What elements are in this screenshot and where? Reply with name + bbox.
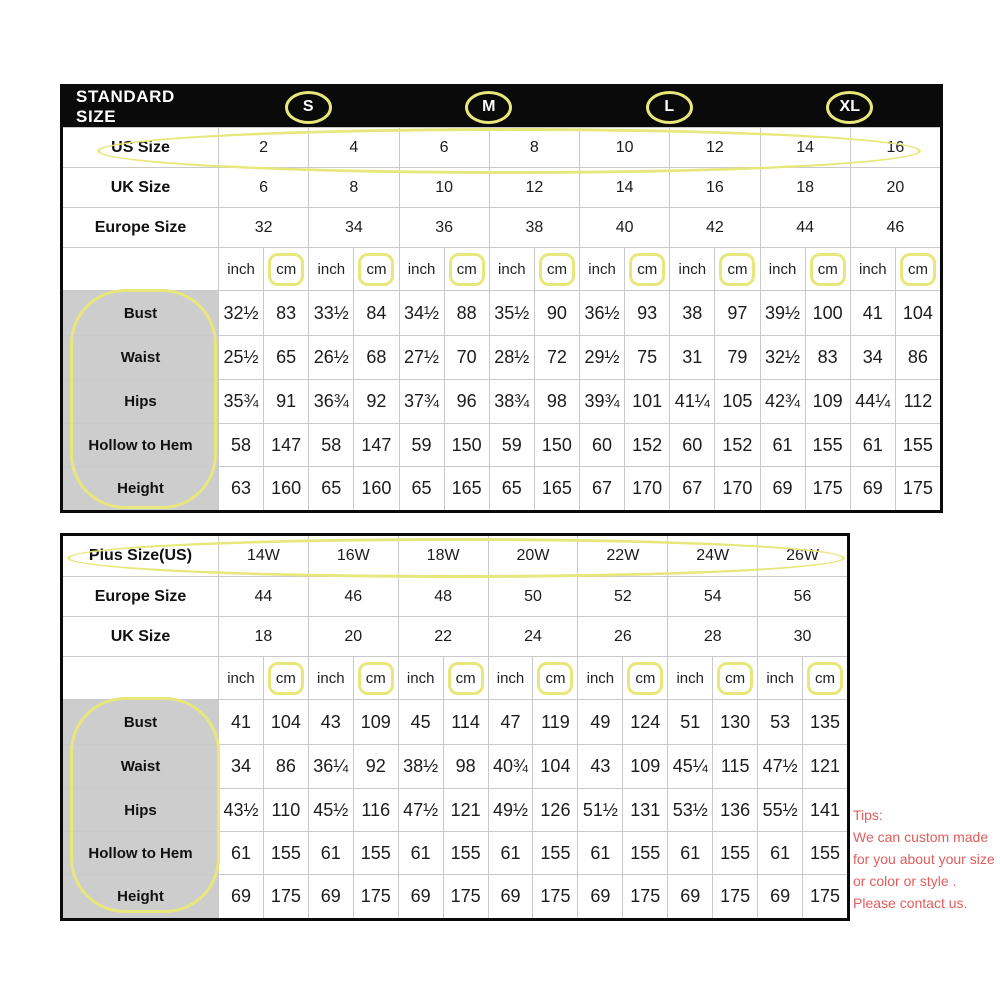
cm-unit-cell xyxy=(443,657,488,699)
inch-unit-label: inch xyxy=(308,657,353,699)
waist-value: 34 xyxy=(218,745,263,788)
height-value: 175 xyxy=(712,875,757,918)
plus-size-us-row xyxy=(63,536,847,576)
plus-size-us-value: 18W xyxy=(398,536,488,576)
bust-value: 97 xyxy=(714,291,759,335)
bust-value: 45 xyxy=(398,700,443,744)
cm-unit-highlight: cm xyxy=(807,662,843,695)
bust-value: 93 xyxy=(624,291,669,335)
cm-unit-highlight: cm xyxy=(629,253,665,286)
uk-size-label: UK Size xyxy=(110,627,171,645)
us-size-value: 6 xyxy=(399,128,489,167)
waist-value: 31 xyxy=(669,336,714,379)
unit-row-spacer xyxy=(63,657,218,699)
hips-value: 92 xyxy=(353,380,398,423)
hips-value: 37¾ xyxy=(399,380,444,423)
europe-size-value: 36 xyxy=(399,208,489,247)
waist-value: 68 xyxy=(353,336,398,379)
hollow-to-hem-value: 61 xyxy=(308,832,353,874)
height-value: 67 xyxy=(579,467,624,510)
inch-unit-label: inch xyxy=(488,657,533,699)
waist-value: 34 xyxy=(850,336,895,379)
waist-value: 38½ xyxy=(398,745,443,788)
waist-value: 98 xyxy=(443,745,488,788)
cm-unit-highlight: cm xyxy=(268,253,304,286)
inch-unit-label: inch xyxy=(667,657,712,699)
height-value: 69 xyxy=(757,875,802,918)
badge-slot-l xyxy=(579,87,760,127)
bust-row xyxy=(63,699,847,744)
cm-unit-cell xyxy=(532,657,577,699)
hips-value: 35¾ xyxy=(218,380,263,423)
waist-label: Waist xyxy=(63,745,218,788)
cm-unit-cell xyxy=(714,248,759,290)
plus-size-us-label: Plus Size(US) xyxy=(88,547,193,564)
waist-label: Waist xyxy=(63,336,218,379)
europe-size-value: 52 xyxy=(577,577,667,616)
hollow-to-hem-value: 150 xyxy=(534,424,579,466)
hollow-to-hem-value: 150 xyxy=(444,424,489,466)
bust-value: 41 xyxy=(850,291,895,335)
hips-value: 38¾ xyxy=(489,380,534,423)
waist-value: 25½ xyxy=(218,336,263,379)
hollow-to-hem-value: 61 xyxy=(398,832,443,874)
height-value: 175 xyxy=(802,875,847,918)
bust-value: 114 xyxy=(443,700,488,744)
height-value: 175 xyxy=(532,875,577,918)
inch-unit-label: inch xyxy=(850,248,895,290)
uk-size-value: 22 xyxy=(398,617,488,656)
height-value: 69 xyxy=(218,875,263,918)
height-value: 69 xyxy=(760,467,805,510)
hips-value: 109 xyxy=(805,380,850,423)
hollow-to-hem-label: Hollow to Hem xyxy=(63,832,218,874)
hips-label: Hips xyxy=(63,380,218,423)
size-s-badge: S xyxy=(285,91,332,124)
hips-value: 110 xyxy=(263,789,308,831)
inch-unit-label: inch xyxy=(399,248,444,290)
tips-line: Please contact us. xyxy=(853,895,968,911)
plus-size-us-value: 24W xyxy=(667,536,757,576)
bust-label: Bust xyxy=(63,291,218,335)
cm-unit-cell xyxy=(895,248,940,290)
europe-size-value: 54 xyxy=(667,577,757,616)
hips-value: 55½ xyxy=(757,789,802,831)
us-size-value: 8 xyxy=(489,128,579,167)
europe-size-value: 56 xyxy=(757,577,847,616)
waist-value: 72 xyxy=(534,336,579,379)
inch-unit-label: inch xyxy=(669,248,714,290)
waist-value: 47½ xyxy=(757,745,802,788)
hollow-to-hem-value: 147 xyxy=(353,424,398,466)
tips-line: or color or style . xyxy=(853,873,957,889)
bust-value: 135 xyxy=(802,700,847,744)
us-size-value: 14 xyxy=(760,128,850,167)
uk-size-value: 18 xyxy=(218,617,308,656)
hollow-to-hem-row xyxy=(63,831,847,874)
badge-slot-m xyxy=(399,87,580,127)
hollow-to-hem-value: 155 xyxy=(353,832,398,874)
bust-value: 84 xyxy=(353,291,398,335)
waist-value: 115 xyxy=(712,745,757,788)
waist-value: 28½ xyxy=(489,336,534,379)
us-size-value: 12 xyxy=(669,128,759,167)
bust-value: 119 xyxy=(532,700,577,744)
height-value: 170 xyxy=(714,467,759,510)
hollow-to-hem-value: 61 xyxy=(577,832,622,874)
cm-unit-highlight: cm xyxy=(900,253,936,286)
height-value: 63 xyxy=(218,467,263,510)
waist-value: 32½ xyxy=(760,336,805,379)
hips-value: 39¾ xyxy=(579,380,624,423)
hollow-to-hem-value: 61 xyxy=(667,832,712,874)
bust-value: 32½ xyxy=(218,291,263,335)
height-row xyxy=(63,874,847,918)
tips-title: Tips: xyxy=(853,807,883,823)
waist-value: 29½ xyxy=(579,336,624,379)
cm-unit-cell xyxy=(444,248,489,290)
cm-unit-highlight: cm xyxy=(719,253,755,286)
bust-value: 47 xyxy=(488,700,533,744)
bust-value: 90 xyxy=(534,291,579,335)
unit-row xyxy=(63,247,940,290)
height-label: Height xyxy=(63,875,218,918)
cm-unit-cell xyxy=(712,657,757,699)
plus-size-us-value: 14W xyxy=(218,536,308,576)
plus-size-table xyxy=(60,533,850,921)
waist-value: 45¼ xyxy=(667,745,712,788)
us-size-value: 16 xyxy=(850,128,940,167)
height-value: 69 xyxy=(850,467,895,510)
hips-value: 53½ xyxy=(667,789,712,831)
unit-row-spacer xyxy=(63,248,218,290)
cm-unit-cell xyxy=(624,248,669,290)
bust-value: 35½ xyxy=(489,291,534,335)
bust-value: 36½ xyxy=(579,291,624,335)
hollow-to-hem-value: 61 xyxy=(757,832,802,874)
europe-size-value: 44 xyxy=(218,577,308,616)
europe-size-value: 42 xyxy=(669,208,759,247)
hips-value: 47½ xyxy=(398,789,443,831)
waist-row xyxy=(63,335,940,379)
plus-size-us-value: 26W xyxy=(757,536,847,576)
standard-table-header xyxy=(63,87,940,127)
inch-unit-label: inch xyxy=(577,657,622,699)
europe-size-row xyxy=(63,576,847,616)
cm-unit-highlight: cm xyxy=(449,253,485,286)
bust-value: 124 xyxy=(622,700,667,744)
europe-size-value: 32 xyxy=(218,208,308,247)
cm-unit-cell xyxy=(622,657,667,699)
bust-value: 41 xyxy=(218,700,263,744)
bust-value: 100 xyxy=(805,291,850,335)
hollow-to-hem-value: 147 xyxy=(263,424,308,466)
cm-unit-highlight: cm xyxy=(358,662,394,695)
hollow-to-hem-value: 152 xyxy=(714,424,759,466)
badge-slot-s xyxy=(218,87,399,127)
us-size-label: US Size xyxy=(111,138,170,156)
hips-label: Hips xyxy=(63,789,218,831)
cm-unit-cell xyxy=(263,657,308,699)
waist-value: 40¾ xyxy=(488,745,533,788)
hollow-to-hem-value: 59 xyxy=(399,424,444,466)
inch-unit-label: inch xyxy=(760,248,805,290)
plus-size-us-value: 16W xyxy=(308,536,398,576)
height-value: 165 xyxy=(444,467,489,510)
uk-size-value: 8 xyxy=(308,168,398,207)
cm-unit-cell xyxy=(534,248,579,290)
bust-label: Bust xyxy=(63,700,218,744)
standard-size-title: STANDARD SIZE xyxy=(76,87,175,126)
hips-value: 51½ xyxy=(577,789,622,831)
uk-size-row xyxy=(63,616,847,656)
europe-size-value: 38 xyxy=(489,208,579,247)
hips-value: 96 xyxy=(444,380,489,423)
hollow-to-hem-value: 59 xyxy=(489,424,534,466)
cm-unit-cell xyxy=(805,248,850,290)
hips-value: 91 xyxy=(263,380,308,423)
hollow-to-hem-value: 61 xyxy=(488,832,533,874)
plus-size-us-value: 20W xyxy=(488,536,578,576)
us-size-value: 10 xyxy=(579,128,669,167)
inch-unit-label: inch xyxy=(308,248,353,290)
hollow-to-hem-value: 155 xyxy=(712,832,757,874)
hollow-to-hem-value: 155 xyxy=(805,424,850,466)
hollow-to-hem-row xyxy=(63,423,940,466)
hollow-to-hem-value: 155 xyxy=(532,832,577,874)
waist-value: 86 xyxy=(895,336,940,379)
waist-value: 121 xyxy=(802,745,847,788)
hips-value: 116 xyxy=(353,789,398,831)
bust-value: 39½ xyxy=(760,291,805,335)
uk-size-value: 18 xyxy=(760,168,850,207)
cm-unit-cell xyxy=(263,248,308,290)
bust-value: 43 xyxy=(308,700,353,744)
bust-value: 33½ xyxy=(308,291,353,335)
cm-unit-highlight: cm xyxy=(358,253,394,286)
cm-unit-cell xyxy=(353,248,398,290)
hips-value: 44¼ xyxy=(850,380,895,423)
uk-size-value: 12 xyxy=(489,168,579,207)
europe-size-row xyxy=(63,207,940,247)
bust-value: 38 xyxy=(669,291,714,335)
height-value: 65 xyxy=(489,467,534,510)
hips-value: 105 xyxy=(714,380,759,423)
size-m-badge: M xyxy=(465,91,512,124)
bust-value: 104 xyxy=(895,291,940,335)
uk-size-row xyxy=(63,167,940,207)
europe-size-value: 40 xyxy=(579,208,669,247)
cm-unit-highlight: cm xyxy=(627,662,663,695)
height-value: 67 xyxy=(669,467,714,510)
height-value: 160 xyxy=(263,467,308,510)
height-value: 69 xyxy=(488,875,533,918)
waist-value: 86 xyxy=(263,745,308,788)
uk-size-value: 26 xyxy=(577,617,667,656)
hips-value: 126 xyxy=(532,789,577,831)
size-l-badge: L xyxy=(646,91,693,124)
bust-value: 53 xyxy=(757,700,802,744)
hips-value: 101 xyxy=(624,380,669,423)
waist-value: 43 xyxy=(577,745,622,788)
europe-size-value: 34 xyxy=(308,208,398,247)
height-value: 175 xyxy=(895,467,940,510)
hips-value: 136 xyxy=(712,789,757,831)
hollow-to-hem-value: 155 xyxy=(263,832,308,874)
unit-row xyxy=(63,656,847,699)
plus-size-us-value: 22W xyxy=(577,536,667,576)
cm-unit-highlight: cm xyxy=(717,662,753,695)
height-value: 175 xyxy=(805,467,850,510)
hips-value: 43½ xyxy=(218,789,263,831)
hollow-to-hem-value: 155 xyxy=(443,832,488,874)
uk-size-value: 28 xyxy=(667,617,757,656)
waist-value: 26½ xyxy=(308,336,353,379)
hips-value: 42¾ xyxy=(760,380,805,423)
hips-row xyxy=(63,788,847,831)
hips-value: 131 xyxy=(622,789,667,831)
inch-unit-label: inch xyxy=(757,657,802,699)
tips-line: We can custom made xyxy=(853,829,989,845)
height-value: 65 xyxy=(399,467,444,510)
hips-value: 112 xyxy=(895,380,940,423)
height-value: 175 xyxy=(443,875,488,918)
bust-value: 51 xyxy=(667,700,712,744)
europe-size-value: 48 xyxy=(398,577,488,616)
cm-unit-cell xyxy=(353,657,398,699)
waist-value: 109 xyxy=(622,745,667,788)
height-value: 69 xyxy=(308,875,353,918)
hollow-to-hem-value: 58 xyxy=(308,424,353,466)
waist-value: 92 xyxy=(353,745,398,788)
waist-value: 36¼ xyxy=(308,745,353,788)
hips-value: 141 xyxy=(802,789,847,831)
height-value: 170 xyxy=(624,467,669,510)
size-xl-badge: XL xyxy=(826,91,873,124)
tips-note xyxy=(853,804,999,914)
height-value: 175 xyxy=(353,875,398,918)
us-size-row xyxy=(63,127,940,167)
waist-value: 79 xyxy=(714,336,759,379)
bust-value: 104 xyxy=(263,700,308,744)
europe-size-label: Europe Size xyxy=(94,218,187,236)
hips-value: 45½ xyxy=(308,789,353,831)
height-value: 69 xyxy=(577,875,622,918)
cm-unit-highlight: cm xyxy=(448,662,484,695)
hollow-to-hem-value: 152 xyxy=(624,424,669,466)
uk-size-value: 20 xyxy=(308,617,398,656)
inch-unit-label: inch xyxy=(398,657,443,699)
europe-size-value: 46 xyxy=(850,208,940,247)
cm-unit-highlight: cm xyxy=(810,253,846,286)
waist-value: 70 xyxy=(444,336,489,379)
hollow-to-hem-value: 155 xyxy=(622,832,667,874)
hollow-to-hem-value: 58 xyxy=(218,424,263,466)
height-row xyxy=(63,466,940,510)
bust-value: 109 xyxy=(353,700,398,744)
inch-unit-label: inch xyxy=(579,248,624,290)
hollow-to-hem-label: Hollow to Hem xyxy=(63,424,218,466)
us-size-value: 4 xyxy=(308,128,398,167)
bust-value: 130 xyxy=(712,700,757,744)
height-value: 165 xyxy=(534,467,579,510)
europe-size-label: Europe Size xyxy=(94,587,187,605)
inch-unit-label: inch xyxy=(218,657,263,699)
waist-value: 75 xyxy=(624,336,669,379)
bust-value: 34½ xyxy=(399,291,444,335)
waist-row xyxy=(63,744,847,788)
cm-unit-highlight: cm xyxy=(539,253,575,286)
hollow-to-hem-value: 61 xyxy=(760,424,805,466)
inch-unit-label: inch xyxy=(218,248,263,290)
europe-size-value: 50 xyxy=(488,577,578,616)
hollow-to-hem-value: 60 xyxy=(669,424,714,466)
hips-value: 121 xyxy=(443,789,488,831)
waist-value: 104 xyxy=(532,745,577,788)
hollow-to-hem-value: 155 xyxy=(802,832,847,874)
inch-unit-label: inch xyxy=(489,248,534,290)
standard-size-table xyxy=(60,84,943,513)
bust-value: 49 xyxy=(577,700,622,744)
uk-size-value: 10 xyxy=(399,168,489,207)
uk-size-value: 20 xyxy=(850,168,940,207)
cm-unit-highlight: cm xyxy=(268,662,304,695)
height-value: 69 xyxy=(398,875,443,918)
bust-value: 88 xyxy=(444,291,489,335)
cm-unit-cell xyxy=(802,657,847,699)
bust-value: 83 xyxy=(263,291,308,335)
hollow-to-hem-value: 60 xyxy=(579,424,624,466)
uk-size-value: 14 xyxy=(579,168,669,207)
hollow-to-hem-value: 61 xyxy=(218,832,263,874)
us-size-value: 2 xyxy=(218,128,308,167)
height-label: Height xyxy=(63,467,218,510)
waist-value: 27½ xyxy=(399,336,444,379)
hips-value: 36¾ xyxy=(308,380,353,423)
tips-line: for you about your size xyxy=(853,851,995,867)
hollow-to-hem-value: 61 xyxy=(850,424,895,466)
europe-size-value: 44 xyxy=(760,208,850,247)
waist-value: 65 xyxy=(263,336,308,379)
height-value: 175 xyxy=(622,875,667,918)
cm-unit-highlight: cm xyxy=(537,662,573,695)
height-value: 175 xyxy=(263,875,308,918)
europe-size-value: 46 xyxy=(308,577,398,616)
uk-size-value: 6 xyxy=(218,168,308,207)
height-value: 65 xyxy=(308,467,353,510)
uk-size-label: UK Size xyxy=(110,178,171,196)
uk-size-value: 30 xyxy=(757,617,847,656)
hips-value: 49½ xyxy=(488,789,533,831)
bust-row xyxy=(63,290,940,335)
height-value: 160 xyxy=(353,467,398,510)
hollow-to-hem-value: 155 xyxy=(895,424,940,466)
uk-size-value: 16 xyxy=(669,168,759,207)
hips-value: 41¼ xyxy=(669,380,714,423)
height-value: 69 xyxy=(667,875,712,918)
uk-size-value: 24 xyxy=(488,617,578,656)
badge-slot-xl xyxy=(760,87,941,127)
hips-value: 98 xyxy=(534,380,579,423)
waist-value: 83 xyxy=(805,336,850,379)
hips-row xyxy=(63,379,940,423)
